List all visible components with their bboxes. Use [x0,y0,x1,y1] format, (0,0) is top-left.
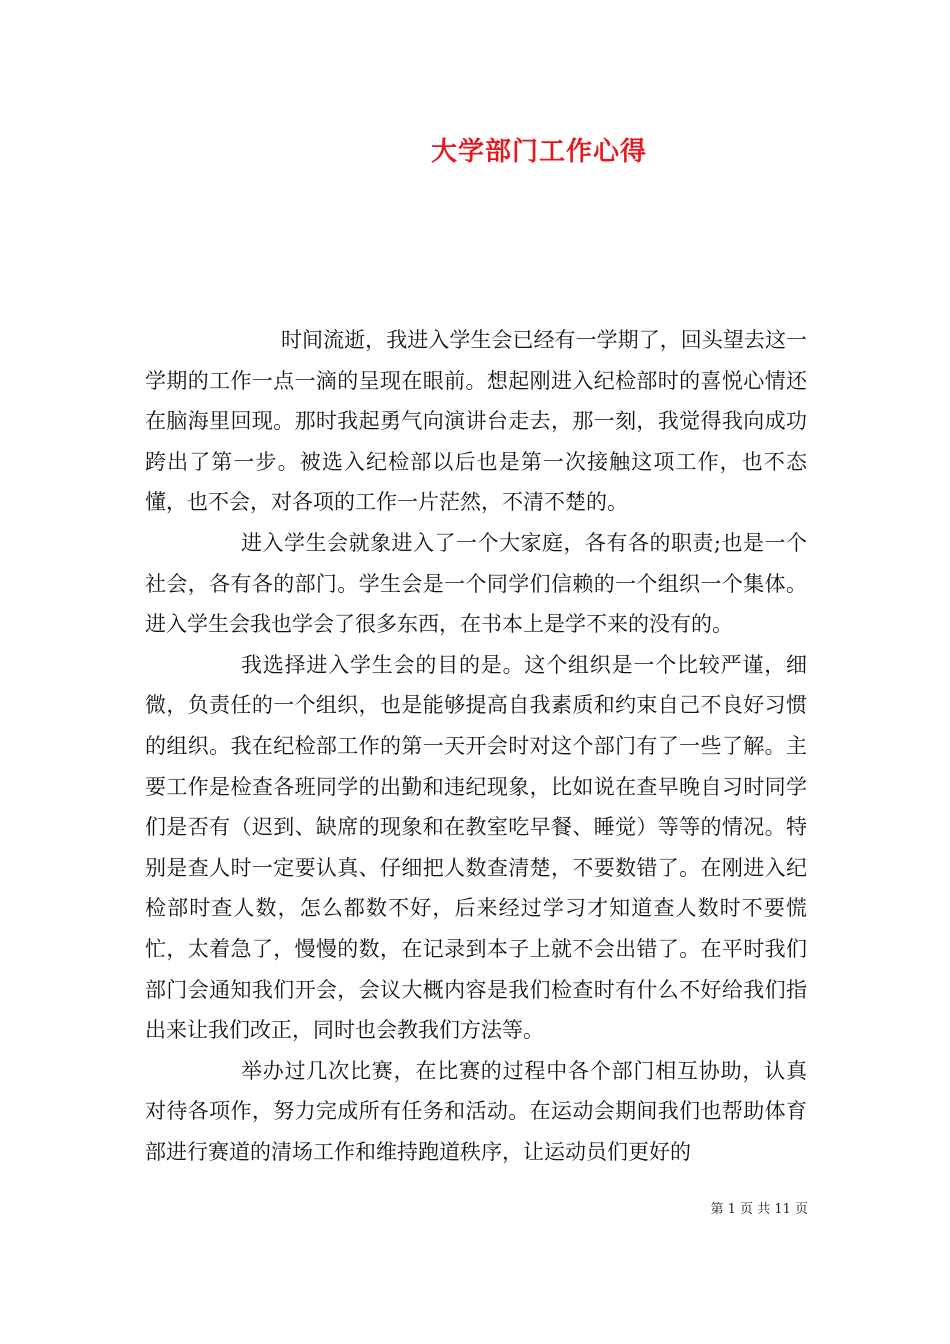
paragraph-3: 我选择进入学生会的目的是。这个组织是一个比较严谨，细微，负责任的一个组织，也是能够提高自我素质和约束自己不良好习惯的组织。我在纪检部工作的第一天开会时对这个部门有了一些了解。主要工作是检查各班同学的出勤和违纪现象，比如说在查早晚自习时同学们是否有（迟到、缺席的现象和在教室吃早餐、睡觉）等等的情况。特别是查人时一定要认真、仔细把人数查清楚，不要数错了。在刚进入纪检部时查人数，怎么都数不好，后来经过学习才知道查人数时不要慌忙，太着急了，慢慢的数，在记录到本子上就不会出错了。在平时我们部门会通知我们开会，会议大概内容是我们检查时有什么不好给我们指出来让我们改正，同时也会教我们方法等。 [145,652,807,1043]
page-footer: 第 1 页 共 11 页 [710,1202,808,1217]
paragraph-4: 举办过几次比赛，在比赛的过程中各个部门相互协助，认真对待各项作，努力完成所有任务和活动。在运动会期间我们也帮助体育部进行赛道的清场工作和维持跑道秩序，让运动员们更好的 [145,1058,807,1164]
document-title: 大学部门工作心得 [430,137,647,167]
paragraph-1: 时间流逝，我进入学生会已经有一学期了，回头望去这一学期的工作一点一滴的呈现在眼前。想起刚进入纪检部时的喜悦心情还在脑海里回现。那时我起勇气向演讲台走去，那一刻，我觉得我向成功跨出了第一步。被选入纪检部以后也是第一次接触这项工作，也不态懂，也不会，对各项的工作一片茫然，不清不楚的。 [145,328,807,515]
document-body [145,320,807,1172]
paragraph-2: 进入学生会就象进入了一个大家庭，各有各的职责;也是一个社会，各有各的部门。学生会是一个同学们信赖的一个组织一个集体。进入学生会我也学会了很多东西，在书本上是学不来的没有的。 [145,530,807,637]
